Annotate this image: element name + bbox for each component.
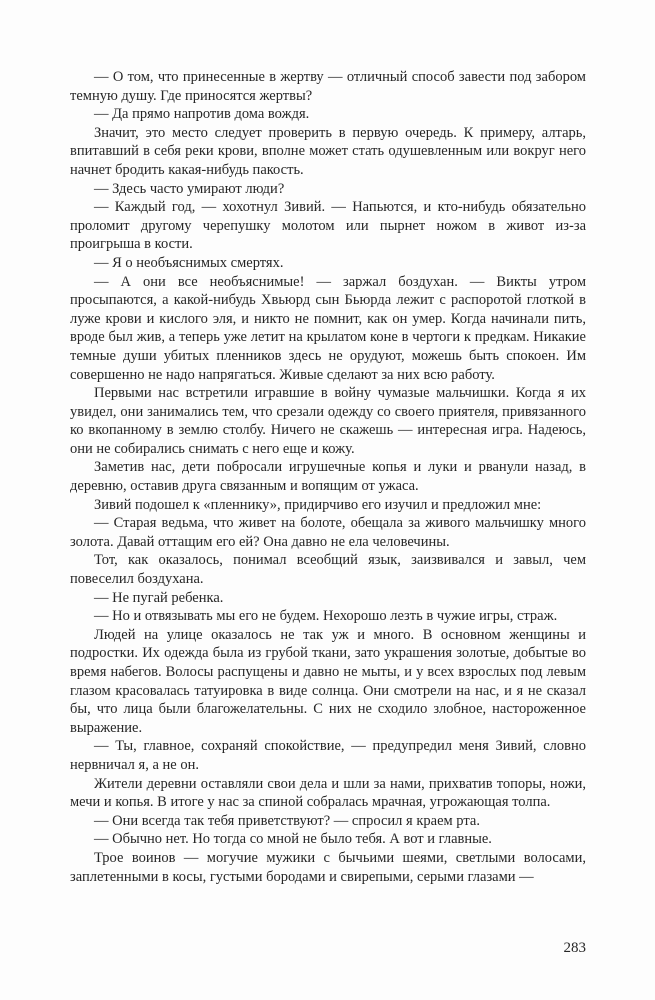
paragraph: — А они все необъяснимые! — заржал боздухан. — Викты утром просыпаются, а какой-нибудь Хвьюрд сын Бьюрда лежит с распоротой глоткой в луже крови и кислого эля, и никто не помнит, как он умер. Когда начинали пить, вроде был жив, а теперь уже летит на крылатом коне в чертоги к предкам. Никакие темные души убитых пленников здесь не орудуют, можешь быть спокоен. Им совершенно не надо напрягаться. Живые сделают за них всю работу. [70, 273, 586, 383]
paragraph: — Да прямо напротив дома вождя. [94, 106, 310, 123]
paragraph: — Старая ведьма, что живет на болоте, обещала за живого мальчишку много золота. Давай оттащим его ей? Она давно не ела человечины. [70, 515, 586, 550]
paragraph: — О том, что принесенные в жертву — отличный способ завести под забором темную душу. Где приносятся жертвы? [70, 69, 586, 104]
paragraph: — Я о необъяснимых смертях. [94, 254, 284, 271]
paragraph: Тот, как оказалось, понимал всеобщий язык, заизвивался и завыл, чем повеселил боздухана. [70, 552, 586, 588]
paragraph: — Здесь часто умирают люди? [94, 180, 285, 197]
paragraph: — Ты, главное, сохраняй спокойствие, — предупредил меня Зивий, словно нервничал я, а не он. [70, 738, 586, 773]
paragraph: — Но и отвязывать мы его не будем. Нехорошо лезть в чужие игры, страж. [94, 608, 558, 625]
paragraph: — Обычно нет. Но тогда со мной не было тебя. А вот и главные. [94, 831, 492, 848]
body-text [70, 68, 586, 886]
paragraph: — Каждый год, — хохотнул Зивий. — Напьются, и кто-нибудь обязательно проломит другому черепушку молотом или пырнет ножом в живот из-за проигрыша в кости. [70, 199, 586, 253]
paragraph: — Не пугай ребенка. [94, 589, 224, 606]
paragraph: Трое воинов — могучие мужики с бычьими шеями, светлыми волосами, заплетенными в косы, густыми бородами и свирепыми, серыми глазами — [70, 849, 586, 885]
paragraph: Первыми нас встретили игравшие в войну чумазые мальчишки. Когда я их увидел, они занимались тем, что срезали одежду со своего приятеля, привязанного ко вкопанному в землю столбу. Ничего не скажешь — интересная игра. Надеюсь, они не собирались снимать с него еще и кожу. [70, 385, 586, 457]
page-number: 283 [563, 940, 586, 956]
paragraph: Людей на улице оказалось не так уж и много. В основном женщины и подростки. Их одежда была из грубой ткани, зато украшения золотые, добытые во время набегов. Волосы распущены и давно не мыты, и у всех взрослых под левым глазом красовалась татуировка в виде солнца. Они смотрели на нас, и я не сказал бы, что лица были благожелательны. С них не сходило злобное, настороженное выражение. [70, 626, 586, 736]
paragraph: — Они всегда так тебя приветствуют? — спросил я краем рта. [94, 812, 480, 829]
paragraph: Значит, это место следует проверить в первую очередь. К примеру, алтарь, впитавший в себя реки крови, вполне может стать одушевленным или вокруг него начнет бродить какая-нибудь пакость. [70, 124, 586, 178]
paragraph: Заметив нас, дети побросали игрушечные копья и луки и рванули назад, в деревню, оставив друга связанным и вопящим от ужаса. [70, 459, 586, 495]
paragraph: Жители деревни оставляли свои дела и шли за нами, прихватив топоры, ножи, мечи и копья. В итоге у нас за спиной собралась мрачная, угрожающая толпа. [70, 775, 586, 811]
paragraph: Зивий подошел к «пленнику», придирчиво его изучил и предложил мне: [94, 496, 542, 513]
